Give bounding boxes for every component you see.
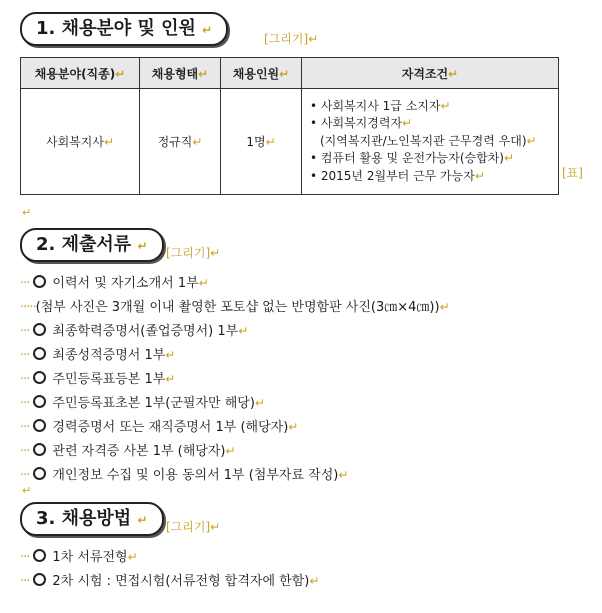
- list-item: ··· 관련 자격증 사본 1부 (해당자)↵: [20, 444, 236, 459]
- table-row: [21, 89, 559, 195]
- requirements-table: [20, 57, 559, 195]
- circle-bullet-icon: [33, 395, 46, 408]
- qualification-item: • 2015년 2월부터 근무 가능자↵: [310, 168, 485, 183]
- header-field: 채용분야(직종)↵: [21, 58, 140, 89]
- section-1-tag: [그리기]↵: [264, 32, 319, 46]
- header-count: 채용인원↵: [221, 58, 302, 89]
- paragraph-mark: ↵: [22, 484, 32, 497]
- section-3-tag: [그리기]↵: [166, 520, 221, 534]
- circle-bullet-icon: [33, 467, 46, 480]
- list-item: ··· 1차 서류전형↵: [20, 550, 138, 565]
- list-item: ··· 경력증명서 또는 재직증명서 1부 (해당자)↵: [20, 420, 299, 435]
- qualification-item: • 사회복지사 1급 소지자↵: [310, 98, 451, 113]
- paragraph-mark: ↵: [137, 239, 148, 253]
- circle-bullet-icon: [33, 443, 46, 456]
- cell-qualifications: [302, 89, 559, 195]
- qualification-item: (지역복지관/노인복지관 근무경력 우대)↵: [320, 133, 537, 148]
- circle-bullet-icon: [33, 573, 46, 586]
- circle-bullet-icon: [33, 347, 46, 360]
- list-item: ··· 최종학력증명서(졸업증명서) 1부↵: [20, 324, 249, 339]
- section-title-1: [20, 12, 228, 46]
- circle-bullet-icon: [33, 419, 46, 432]
- cell-type: 정규직↵: [140, 89, 221, 195]
- header-type: 채용형태↵: [140, 58, 221, 89]
- cell-count: 1명↵: [221, 89, 302, 195]
- section-3-title-text: 3. 채용방법: [36, 508, 132, 529]
- section-2-title-text: 2. 제출서류: [36, 234, 132, 255]
- circle-bullet-icon: [33, 371, 46, 384]
- section-title-3: [20, 502, 164, 536]
- header-qualifications: 자격조건↵: [302, 58, 559, 89]
- circle-bullet-icon: [33, 323, 46, 336]
- section-1-title-text: 1. 채용분야 및 인원: [36, 18, 196, 39]
- circle-bullet-icon: [33, 275, 46, 288]
- list-item: ··· 주민등록표초본 1부(군필자만 해당)↵: [20, 396, 265, 411]
- list-item: ·····(첨부 사진은 3개월 이내 촬영한 포토샵 없는 반명함판 사진(3㎝×4㎝))↵: [20, 300, 450, 315]
- table-header-row: [21, 58, 559, 89]
- section-2-tag: [그리기]↵: [166, 246, 221, 260]
- paragraph-mark: ↵: [202, 23, 213, 37]
- circle-bullet-icon: [33, 549, 46, 562]
- list-item: ··· 이력서 및 자기소개서 1부↵: [20, 276, 209, 291]
- list-item: ··· 최종성적증명서 1부↵: [20, 348, 176, 363]
- table-tag: [표]: [562, 166, 583, 180]
- list-item: ··· 주민등록표등본 1부↵: [20, 372, 176, 387]
- list-item: ··· 개인정보 수집 및 이용 동의서 1부 (첨부자료 작성)↵: [20, 468, 349, 483]
- qualification-item: • 컴퓨터 활용 및 운전가능자(승합차)↵: [310, 151, 515, 166]
- cell-field: 사회복지사↵: [21, 89, 140, 195]
- section-title-2: [20, 228, 164, 262]
- paragraph-mark: ↵: [22, 206, 32, 219]
- paragraph-mark: ↵: [137, 513, 148, 527]
- list-item: ··· 2차 시험 : 면접시험(서류전형 합격자에 한함)↵: [20, 574, 320, 589]
- qualification-item: • 사회복지경력자↵: [310, 116, 413, 131]
